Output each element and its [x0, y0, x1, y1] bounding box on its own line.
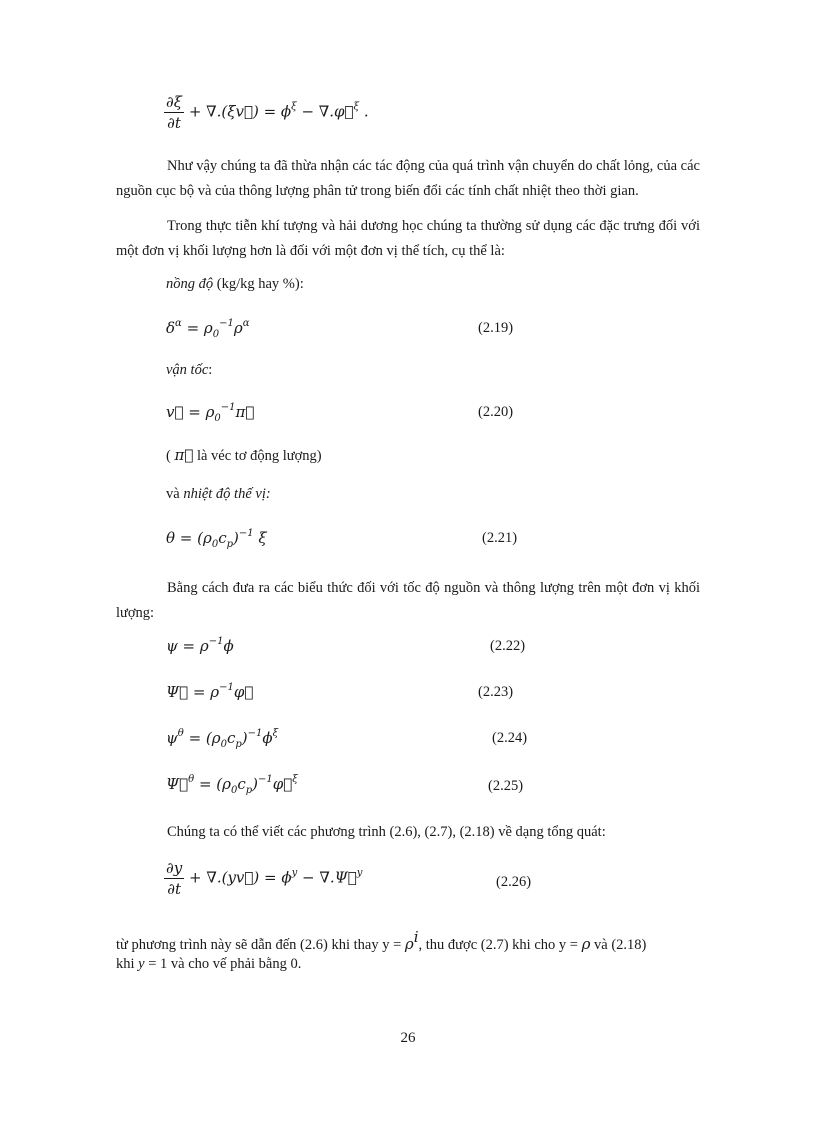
- equation-text: ρ: [233, 319, 243, 337]
- superscript: −1: [208, 636, 224, 647]
- equation-text: ϕ: [262, 729, 273, 747]
- momentum-text: là véc tơ động lượng): [193, 448, 322, 464]
- equation-2-19: [166, 318, 249, 340]
- equation-text: ): [241, 729, 248, 747]
- closing-text: và (2.18): [590, 937, 647, 953]
- equation-text: c: [237, 775, 246, 793]
- equation-2-23: [166, 682, 253, 701]
- paragraph-1: Như vậy chúng ta đã thừa nhận các tác động của quá trình vận chuyển do chất lỏng, của các nguồn cục bộ và của thông lượng phân tử trong biến đổi các tính chất nhiệt theo thời gian.: [116, 158, 700, 199]
- subscript: 0: [214, 413, 221, 424]
- fraction: [164, 858, 184, 899]
- closing-text: = 1 và cho vế phải bằng 0.: [144, 956, 302, 972]
- superscript: θ: [188, 774, 195, 785]
- equation-text: θ = (ρ: [166, 529, 212, 547]
- equation-2-20: [166, 402, 254, 424]
- superscript: i: [413, 928, 419, 946]
- superscript: y: [356, 867, 363, 879]
- rho-symbol: ρ: [404, 935, 414, 953]
- equation-text: ϕ: [223, 637, 234, 655]
- equation-text: = (ρ: [194, 775, 231, 793]
- equation-number-2-24: (2.24): [492, 730, 528, 746]
- subscript: 0: [211, 539, 219, 550]
- superscript: −1: [238, 528, 254, 539]
- momentum-symbol: π⃗: [174, 446, 194, 464]
- velocity-label: [166, 362, 212, 379]
- superscript: ξ: [292, 774, 298, 785]
- equation-text: c: [218, 529, 227, 547]
- fraction-denominator: ∂t: [167, 880, 182, 898]
- equation-2-21: [166, 528, 267, 550]
- closing-text: từ phương trình này sẽ dẫn đến (2.6) khi thay y =: [116, 937, 405, 953]
- closing-text: , thu được (2.7) khi cho y =: [418, 937, 582, 953]
- concentration-label: [166, 276, 304, 293]
- equation-text: Ψ⃗: [166, 775, 189, 793]
- superscript: −1: [247, 728, 263, 739]
- equation-2-24: [166, 728, 278, 750]
- superscript: −1: [219, 318, 234, 329]
- paragraph-3: Bằng cách đưa ra các biểu thức đối với tốc độ nguồn và thông lượng trên một đơn vị khối lượng:: [116, 580, 700, 621]
- equation-2-22: [166, 636, 234, 655]
- rho-symbol: ρ: [581, 935, 591, 953]
- equation-text: π⃗: [235, 403, 255, 421]
- subscript: 0: [220, 739, 227, 750]
- equation-text: ψ = ρ: [166, 637, 209, 655]
- equation-text: ): [252, 775, 259, 793]
- superscript: ξ: [272, 728, 279, 739]
- fraction-numerator: ∂y: [166, 859, 183, 877]
- superscript: y: [291, 867, 298, 879]
- superscript: ξ: [291, 101, 297, 113]
- subscript: p: [226, 539, 233, 550]
- subscript: 0: [212, 329, 220, 340]
- equation-text: ψ: [166, 729, 178, 747]
- subscript: p: [245, 785, 253, 796]
- concentration-term: nồng độ: [166, 276, 214, 292]
- equation-text: φ⃗: [272, 775, 293, 793]
- closing-line-2: [116, 956, 301, 973]
- velocity-colon: :: [208, 362, 213, 378]
- fraction-numerator: ∂ξ: [166, 93, 183, 111]
- equation-text: − ∇.Ψ⃗: [297, 868, 357, 887]
- equation-number-2-19: (2.19): [478, 320, 514, 336]
- equation-text: δ: [166, 319, 176, 337]
- concentration-unit: (kg/kg hay %):: [213, 276, 304, 292]
- equation-number-2-21: (2.21): [482, 530, 518, 546]
- equation-text: v⃗ = ρ: [166, 403, 215, 421]
- equation-2-25: [166, 774, 298, 796]
- equation-text: ξ: [253, 529, 267, 547]
- equation-text: + ∇.(ξv⃗) = ϕ: [188, 102, 292, 121]
- paren-open: (: [166, 448, 171, 464]
- equation-text: ): [233, 529, 239, 547]
- subscript: p: [235, 739, 242, 750]
- equation-number-2-20: (2.20): [478, 404, 514, 420]
- equation-number-2-26: (2.26): [496, 874, 532, 890]
- superscript: ξ: [353, 101, 360, 113]
- superscript: θ: [177, 728, 184, 739]
- variable-y: y: [138, 956, 145, 972]
- page-number: 26: [400, 1030, 416, 1046]
- paragraph-2: Trong thực tiễn khí tượng và hải dương học chúng ta thường sử dụng các đặc trưng đối với một đơn vị khối lượng hơn là đối với một đơn vị thể tích, cụ thể là:: [116, 218, 700, 259]
- equation-number-2-22: (2.22): [490, 638, 526, 654]
- equation-text: c: [226, 729, 236, 747]
- closing-line-1: [116, 928, 646, 954]
- closing-text: khi: [116, 956, 139, 972]
- equation-text: + ∇.(yv⃗) = ϕ: [189, 868, 292, 887]
- equation-2-26: [164, 858, 362, 899]
- equation-top: [164, 92, 369, 133]
- equation-text: Ψ⃗ = ρ: [166, 683, 220, 701]
- superscript: α: [175, 318, 182, 329]
- fraction: [164, 92, 184, 133]
- momentum-note: [166, 446, 322, 465]
- equation-text: .: [359, 102, 369, 121]
- paragraph-4: Chúng ta có thể viết các phương trình (2.6), (2.7), (2.18) về dạng tổng quát:: [167, 824, 606, 840]
- equation-text: = (ρ: [183, 729, 221, 747]
- subscript: 0: [230, 785, 238, 796]
- potential-temperature-label: [166, 486, 271, 503]
- equation-number-2-23: (2.23): [478, 684, 514, 700]
- superscript: −1: [220, 402, 236, 413]
- superscript: −1: [219, 682, 234, 693]
- fraction-denominator: ∂t: [167, 114, 181, 132]
- temp-prefix: và: [166, 486, 184, 502]
- velocity-term: vận tốc: [166, 362, 209, 378]
- superscript: α: [242, 318, 250, 329]
- equation-number-2-25: (2.25): [488, 778, 524, 794]
- equation-text: φ⃗: [233, 683, 254, 701]
- equation-text: = ρ: [181, 319, 213, 337]
- superscript: −1: [258, 774, 273, 785]
- equation-text: − ∇.φ⃗: [296, 102, 354, 121]
- temp-term: nhiệt độ thế vị:: [183, 486, 271, 502]
